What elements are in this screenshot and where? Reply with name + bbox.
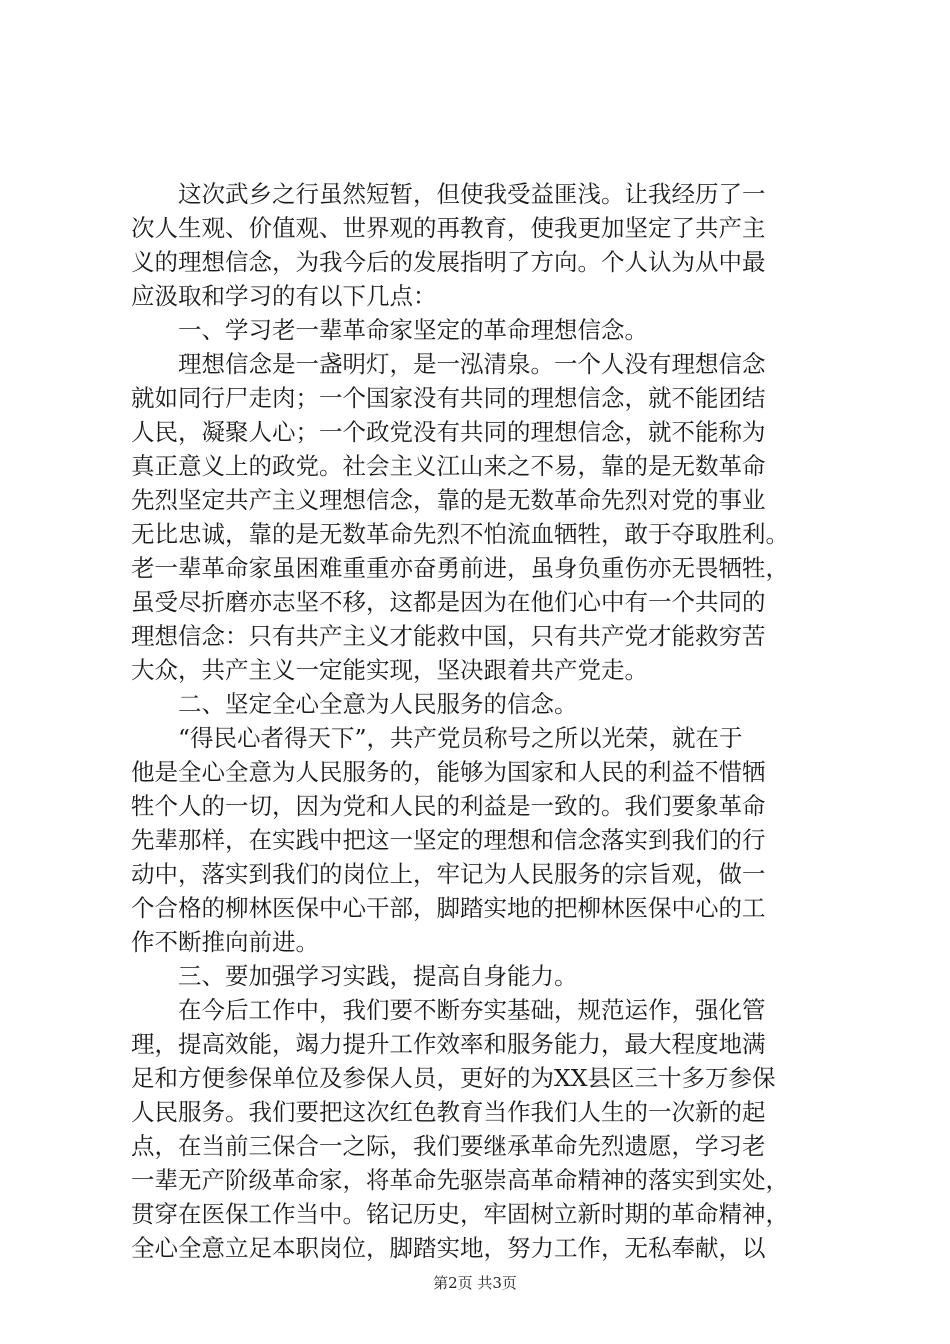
text-line: 虽受尽折磨亦志坚不移，这都是因为在他们心中有一个共同的 [131,588,766,616]
text-line: 无比忠诚，靠的是无数革命先烈不怕流血牺牲，敢于夺取胜利。 [131,520,789,548]
text-line: 这次武乡之行虽然短暂，但使我受益匪浅。让我经历了一 [131,180,766,208]
text-line: 个合格的柳林医保中心干部，脚踏实地的把柳林医保中心的工 [131,894,766,922]
text-line: 一辈无产阶级革命家，将革命先驱崇高革命精神的落实到实处， [131,1166,789,1194]
text-line: 义的理想信念，为我今后的发展指明了方向。个人认为从中最 [131,248,766,276]
section-heading: 二、坚定全心全意为人民服务的信念。 [131,690,578,718]
document-body [131,177,831,1265]
text-line: 作不断推向前进。 [131,928,319,956]
text-line: 足和方便参保单位及参保人员，更好的为XX县区三十多万参保 [131,1064,776,1092]
text-line: “得民心者得天下”，共产党员称号之所以光荣，就在于 [131,724,743,752]
text-line: 真正意义上的政党。社会主义江山来之不易，靠的是无数革命 [131,452,766,480]
text-line: 应汲取和学习的有以下几点： [131,282,437,310]
text-line: 人民服务。我们要把这次红色教育当作我们人生的一次新的起 [131,1098,766,1126]
text-line: 先烈坚定共产主义理想信念，靠的是无数革命先烈对党的事业 [131,486,766,514]
text-line: 他是全心全意为人民服务的，能够为国家和人民的利益不惜牺 [131,758,766,786]
text-line: 点，在当前三保合一之际，我们要继承革命先烈遗愿，学习老 [131,1132,766,1160]
text-line: 动中，落实到我们的岗位上，牢记为人民服务的宗旨观，做一 [131,860,766,888]
text-line: 理，提高效能，竭力提升工作效率和服务能力，最大程度地满 [131,1030,766,1058]
text-line: 先辈那样，在实践中把这一坚定的理想和信念落实到我们的行 [131,826,766,854]
text-line: 理想信念：只有共产主义才能救中国，只有共产党才能救穷苦 [131,622,766,650]
page-number-label: 第2页 共3页 [433,1274,517,1292]
text-line: 就如同行尸走肉；一个国家没有共同的理想信念，就不能团结 [131,384,766,412]
text-line: 人民，凝聚人心；一个政党没有共同的理想信念，就不能称为 [131,418,766,446]
text-line: 在今后工作中，我们要不断夯实基础，规范运作，强化管 [131,996,766,1024]
text-line: 次人生观、价值观、世界观的再教育，使我更加坚定了共产主 [131,214,766,242]
text-line: 牲个人的一切，因为党和人民的利益是一致的。我们要象革命 [131,792,766,820]
text-line: 全心全意立足本职岗位，脚踏实地，努力工作，无私奉献，以 [131,1234,766,1262]
section-heading: 三、要加强学习实践，提高自身能力。 [131,962,578,990]
page-footer [0,1272,950,1293]
text-line: 贯穿在医保工作当中。铭记历史，牢固树立新时期的革命精神， [131,1200,789,1228]
section-heading: 一、学习老一辈革命家坚定的革命理想信念。 [131,316,648,344]
text-line: 理想信念是一盏明灯，是一泓清泉。一个人没有理想信念 [131,350,766,378]
text-line: 老一辈革命家虽困难重重亦奋勇前进，虽身负重伤亦无畏牺牲， [131,554,789,582]
text-line: 大众，共产主义一定能实现，坚决跟着共产党走。 [131,656,648,684]
